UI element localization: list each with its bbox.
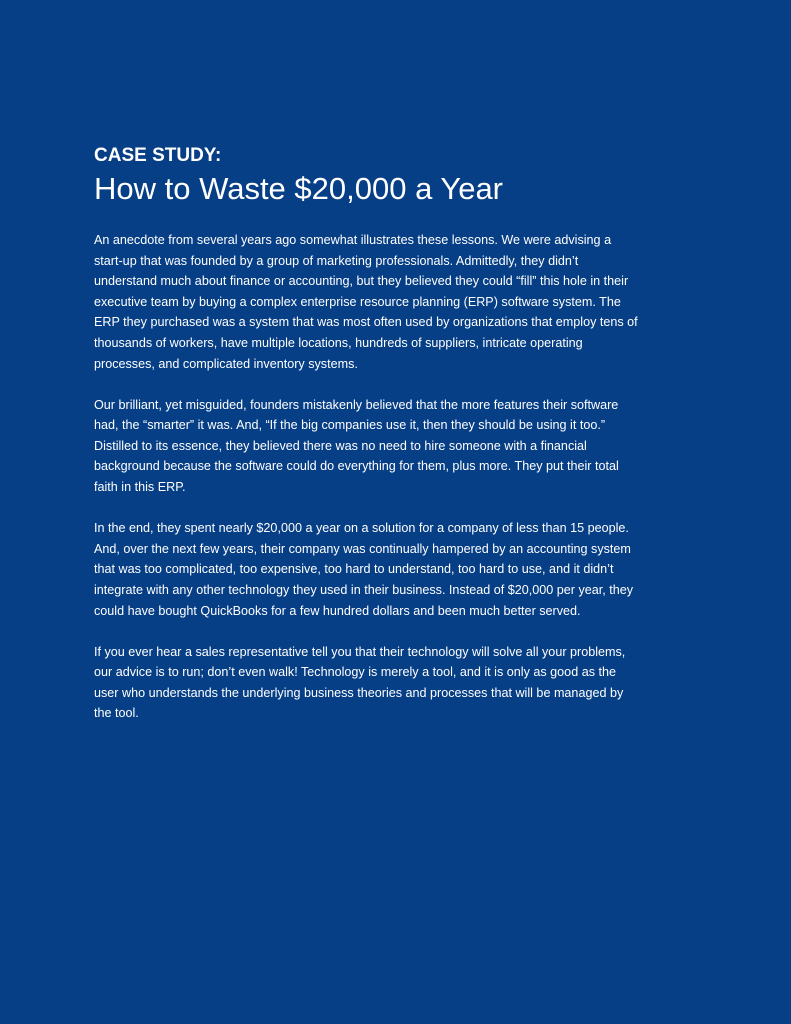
page-title: How to Waste $20,000 a Year <box>94 171 504 206</box>
body-paragraph-1: An anecdote from several years ago somewhat illustrates these lessons. We were advising a start-up that was founded by a group of marketing professionals. Admittedly, they didn’t understand much about finance or accounting, but they believed they could “fill” this hole in their executive team by buying a complex enterprise resource planning (ERP) software system. The ERP they purchased was a system that was most often used by organizations that employ tens of thousands of workers, have multiple locations, hundreds of suppliers, intricate operating processes, and complicated inventory systems. <box>94 233 638 371</box>
article-body <box>94 230 639 724</box>
case-study-content <box>94 144 639 744</box>
body-paragraph-3: In the end, they spent nearly $20,000 a year on a solution for a company of less than 15 people. And, over the next few years, their company was continually hampered by an accounting system that was too complicated, too expensive, too hard to understand, too hard to use, and it didn’t integrate with any other technology they used in their business. Instead of $20,000 per year, they could have bought QuickBooks for a few hundred dollars and been much better served. <box>94 521 634 618</box>
case-study-label: CASE STUDY: <box>94 145 222 166</box>
body-paragraph-4: If you ever hear a sales representative tell you that their technology will solve all your problems, our advice is to run; don’t even walk! Technology is merely a tool, and it is only as good as the user who understands the underlying business theories and processes that will be managed by the tool. <box>94 644 626 721</box>
body-paragraph-2: Our brilliant, yet misguided, founders mistakenly believed that the more features their software had, the “smarter” it was. And, “If the big companies use it, then they should be using it too.” Distilled to its essence, they believed there was no need to hire someone with a financial background because the software could do everything for them, plus more. They put their total faith in this ERP. <box>94 397 619 495</box>
